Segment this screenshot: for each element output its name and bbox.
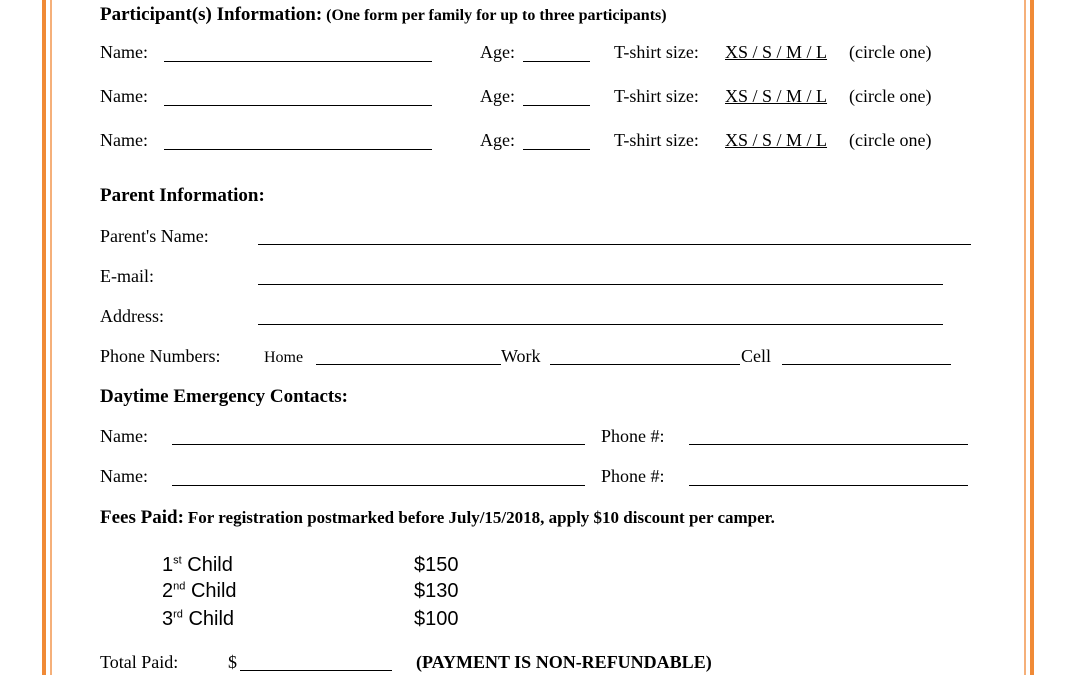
fees-note: For registration postmarked before July/15/2018, apply $10 discount per camper.: [187, 508, 775, 527]
address-field[interactable]: [258, 324, 943, 325]
work-phone-label: Work: [501, 346, 541, 366]
participant-name-field[interactable]: [164, 149, 432, 150]
tshirt-size-options[interactable]: XS / S / M / L: [725, 42, 828, 62]
email-label: E-mail:: [100, 266, 154, 286]
orange-border-left-inner: [50, 0, 52, 675]
work-phone-field[interactable]: [550, 364, 740, 365]
participant-age-field[interactable]: [523, 61, 590, 62]
orange-border-right: [1030, 0, 1034, 675]
emergency-phone-field[interactable]: [689, 444, 968, 445]
parent-heading: Parent Information:: [100, 185, 265, 206]
circle-one-note: (circle one): [849, 130, 932, 150]
fee-price: $150: [414, 554, 459, 576]
participant-age-field[interactable]: [523, 105, 590, 106]
non-refundable-note: (PAYMENT IS NON-REFUNDABLE): [416, 652, 712, 672]
fee-price: $130: [414, 580, 459, 602]
participant-age-field[interactable]: [523, 149, 590, 150]
parent-name-field[interactable]: [258, 244, 971, 245]
currency-symbol: $: [228, 652, 237, 672]
emergency-name-field[interactable]: [172, 485, 585, 486]
participants-heading-row: [100, 4, 667, 26]
total-paid-field[interactable]: [240, 670, 392, 671]
participant-name-label: Name:: [100, 42, 148, 62]
participant-name-field[interactable]: [164, 105, 432, 106]
emergency-name-label: Name:: [100, 466, 148, 486]
home-phone-label: Home: [264, 349, 304, 366]
fees-heading: Fees Paid:: [100, 507, 184, 528]
orange-border-right-inner: [1024, 0, 1026, 675]
email-field[interactable]: [258, 284, 943, 285]
circle-one-note: (circle one): [849, 86, 932, 106]
cell-phone-label: Cell: [741, 346, 771, 366]
participant-name-field[interactable]: [164, 61, 432, 62]
participants-heading: Participant(s) Information:: [100, 4, 323, 25]
circle-one-note: (circle one): [849, 42, 932, 62]
orange-border-left: [42, 0, 46, 675]
home-phone-field[interactable]: [316, 364, 501, 365]
phone-numbers-label: Phone Numbers:: [100, 346, 221, 366]
total-paid-label: Total Paid:: [100, 652, 179, 672]
emergency-heading: Daytime Emergency Contacts:: [100, 386, 348, 407]
emergency-phone-label: Phone #:: [601, 466, 665, 486]
fee-price: $100: [414, 608, 459, 630]
participant-name-label: Name:: [100, 86, 148, 106]
tshirt-label: T-shirt size:: [614, 130, 699, 150]
emergency-phone-field[interactable]: [689, 485, 968, 486]
fee-child-label: 3rd Child: [162, 608, 235, 630]
participant-age-label: Age:: [480, 86, 515, 106]
tshirt-label: T-shirt size:: [614, 42, 699, 62]
fees-row: [100, 507, 775, 529]
participant-age-label: Age:: [480, 42, 515, 62]
fee-child-label: 1st Child: [162, 554, 233, 576]
participants-note: (One form per family for up to three participants): [326, 7, 667, 24]
emergency-name-label: Name:: [100, 426, 148, 446]
parent-name-label: Parent's Name:: [100, 226, 209, 246]
tshirt-label: T-shirt size:: [614, 86, 699, 106]
fee-child-label: 2nd Child: [162, 580, 237, 602]
emergency-name-field[interactable]: [172, 444, 585, 445]
cell-phone-field[interactable]: [782, 364, 951, 365]
tshirt-size-options[interactable]: XS / S / M / L: [725, 86, 828, 106]
emergency-phone-label: Phone #:: [601, 426, 665, 446]
tshirt-size-options[interactable]: XS / S / M / L: [725, 130, 828, 150]
participant-age-label: Age:: [480, 130, 515, 150]
address-label: Address:: [100, 306, 164, 326]
participant-name-label: Name:: [100, 130, 148, 150]
